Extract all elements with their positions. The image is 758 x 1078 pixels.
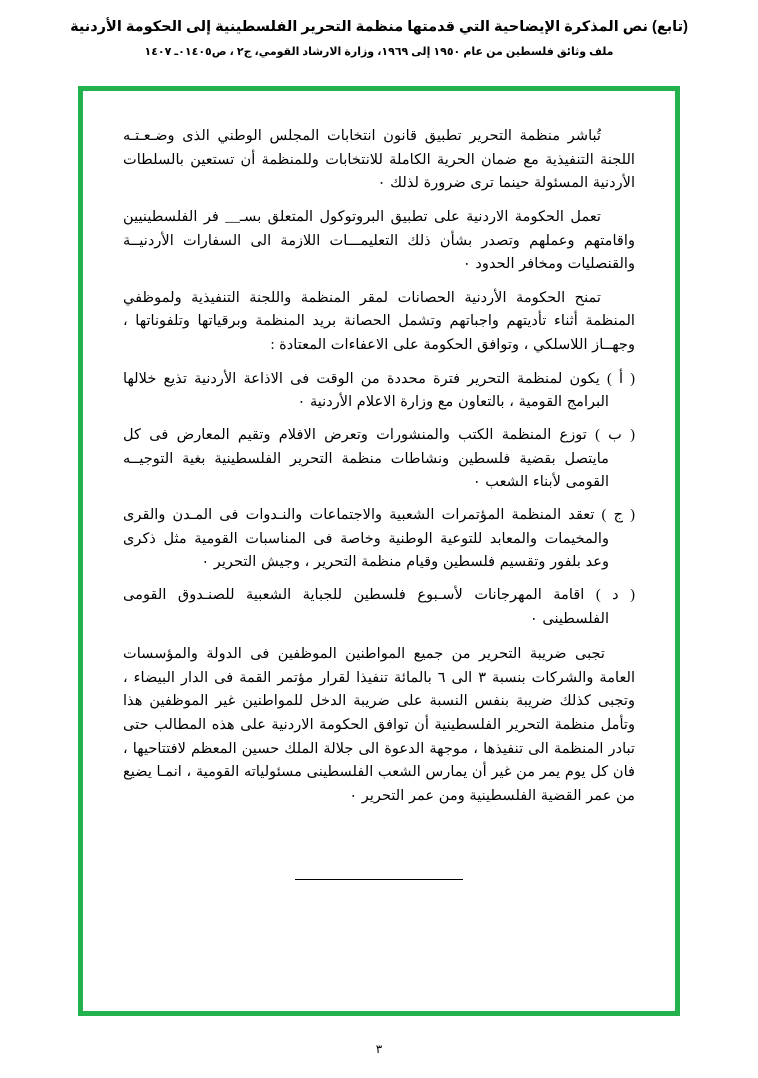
list-item-d: ( د ) اقامة المهرجانات لأسـبوع فلسطين للجباية الشعبية للصنـدوق القومى الفلسطينى ٠ bbox=[123, 586, 635, 627]
page-title: (تابع) نص المذكرة الإيضاحية التي قدمتها منظمة التحرير الفلسطينية إلى الحكومة الأردنية bbox=[70, 19, 688, 35]
paragraph-2: تعمل الحكومة الاردنية على تطبيق البروتوكول المتعلق بسـ__ فر الفلسطينيين واقامتهم وعملهم وتصدر بشأن ذلك التعليمـــات اللازمة الى السفارات الأردنيــة والقنصليات ومخافر الحدود ٠ bbox=[123, 208, 635, 273]
list-item-c: ( ج ) تعقد المنظمة المؤتمرات الشعبية والاجتماعات والنـدوات فى المـدن والقرى والمخيمات والمعابد للتوعية الوطنية وخاصة فى المناسبات القومية مثل ذكرى وعد بلفور وتقسيم فلسطين وقيام منظمة التحرير ، وجيش التحرير ٠ bbox=[123, 506, 635, 571]
page-source-line: ملف وثائق فلسطين من عام ١٩٥٠ إلى ١٩٦٩، وزارة الارشاد القومي، ج٢ ، ص٠١٤٠٥ـ ١٤٠٧ bbox=[144, 45, 614, 58]
page-footer bbox=[0, 1042, 758, 1056]
green-content-frame bbox=[78, 86, 680, 1016]
paragraph-closing: تجبى ضريبة التحرير من جميع المواطنين الموظفين فى الدولة والمؤسسات العامة والشركات بنسبة ٣ الى ٦ بالمائة تنفيذا لقرار مؤتمر القمة فى الدار البيضاء ، وتجبى كذلك ضريبة بنفس النسبة على ضريبة الدخل للمواطنين غير الموظفين هذا وتأمل منظمة التحرير الفلسطينية أن توافق الحكومة الاردنية على هذه المطالب حتى تبادر المنظمة الى تنفيذها ، موجهة الدعوة الى جلالة الملك حسين المعظم لافتتاحيها ، فان كل يوم يمر من غير أن يمارس الشعب الفلسطينى مسئولياته القومية ، انمـا يضيع من عمر القضية الفلسطينية ومن عمر التحرير ٠ bbox=[123, 646, 636, 805]
page-header bbox=[0, 0, 758, 60]
content-area bbox=[83, 91, 675, 1011]
paragraph-3: تمنح الحكومة الأردنية الحصانات لمقر المنظمة واللجنة التنفيذية ولموظفي المنظمة أثناء تأديتهم واجباتهم وتشمل الحصانة بريد المنظمة وبرقياتها وتلفوناتها ، وجهــاز اللاسلكي ، وتوافق الحكومة على الاعفاءات المعتادة : bbox=[123, 289, 635, 354]
horizontal-rule-divider bbox=[295, 879, 463, 880]
list-item-a: ( أ ) يكون لمنظمة التحرير فترة محددة من الوقت فى الاذاعة الأردنية تذيع خلالها البرامج القومية ، بالتعاون مع وزارة الاعلام الأردنية ٠ bbox=[123, 370, 635, 411]
paragraph-1: تُباشر منظمة التحرير تطبيق قانون انتخابات المجلس الوطني الذى وضـعـتـه اللجنة التنفيذية مع ضمان الحرية الكاملة للانتخابات وللمنظمة أن تستعين بالسلطات الأردنية المسئولة حينما ترى ضرورة لذلك ٠ bbox=[123, 128, 635, 192]
page-number: ٣ bbox=[375, 1042, 383, 1056]
list-item-b: ( ب ) توزع المنظمة الكتب والمنشورات وتعرض الافلام وتقيم المعارض فى كل مايتصل بقضية فلسطين ونشاطات منظمة التحرير الفلسطينية بغية التوجيــه القومى لأبناء الشعب ٠ bbox=[123, 427, 635, 491]
